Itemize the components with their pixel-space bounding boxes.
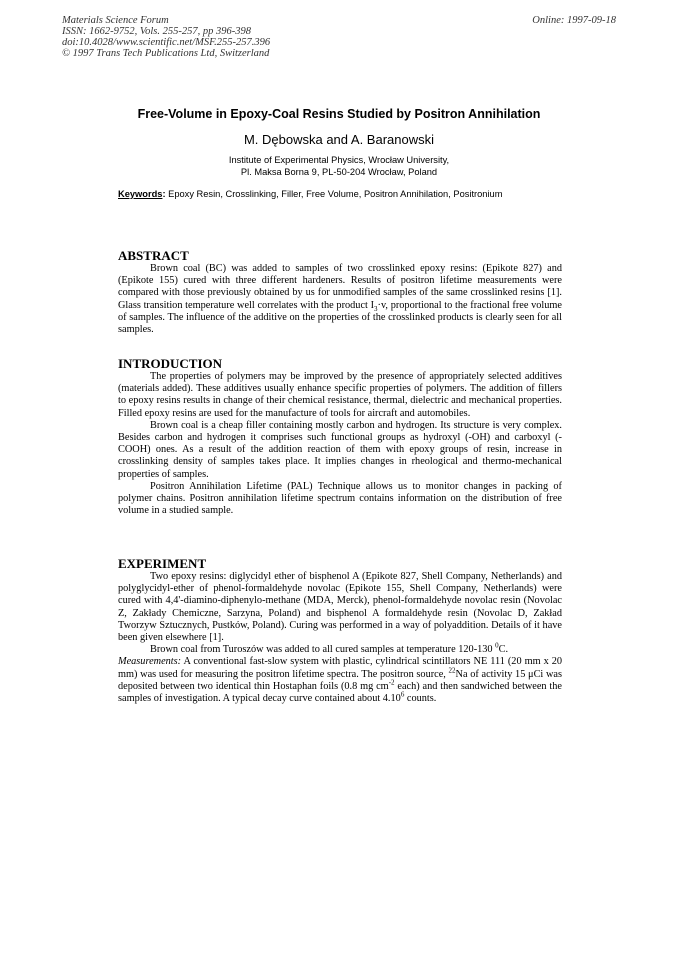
paper-authors: M. Dębowska and A. Baranowski	[243, 132, 435, 147]
experiment-text-3c: each) and then sandwiched between the samples of investigation. A typical decay curve contained about 4.10	[118, 680, 563, 705]
measurements-label: Measurements:	[118, 656, 182, 668]
abstract-text-1: Brown coal (BC) was added to samples of two crosslinked epoxy resins: (Epikote 827) and (Epikote 155) cured with three different hardeners. Results of positron lifetime measurements were compared with those previously obtained by us for unmodified samples of the same crosslinked resins [1]. Glass transition temperature well correlates with the product I	[118, 263, 562, 311]
keywords	[118, 189, 502, 199]
online-date: Online: 1997-09-18	[532, 15, 616, 26]
experiment-paragraph-3	[118, 656, 562, 705]
exponent-superscript: 6	[400, 690, 405, 699]
introduction-section	[118, 356, 562, 517]
abstract-section	[118, 248, 562, 336]
degree-superscript: 0	[495, 641, 499, 650]
issn-line: ISSN: 1662-9752, Vols. 255-257, pp 396-398	[62, 26, 251, 37]
abstract-heading: ABSTRACT	[118, 248, 189, 263]
journal-name: Materials Science Forum	[62, 15, 169, 26]
copyright-line: © 1997 Trans Tech Publications Ltd, Switzerland	[62, 48, 270, 59]
experiment-text-2a: Brown coal from Turoszów was added to all cured samples at temperature 120-130	[150, 644, 496, 656]
abstract-subscript: 3	[374, 304, 378, 313]
affiliation-line-2: Pl. Maksa Borna 9, PL-50-204 Wrocław, Poland	[240, 166, 438, 177]
introduction-paragraph-2: Brown coal is a cheap filler containing mostly carbon and hydrogen. Its structure is very complex. Besides carbon and hydrogen it comprises such functional groups as hydroxyl (-OH) and carboxyl (-COOH) ones. As a result of the addition reaction of them with epoxy groups of resin, increase in crosslinking density of samples takes place. It implies changes in rheological and thermo-mechanical properties of samples.	[118, 419, 562, 480]
experiment-paragraph-1: Two epoxy resins: diglycidyl ether of bisphenol A (Epikote 827, Shell Company, Netherlands) and polyglycidyl-ether of phenol-formaldehyde novolac (Epikote 155, Shell Company, Netherlands) were cured with 4,4'-diamino-diphenylo-methane (MDA, Merck), phenol-formaldehyde novolac resin (Novolac Z, Zakłady Chemiczne, Sarzyna, Poland) and bisphenol A formaldehyde resin (Novolac D, Zakład Tworzyw Sztucznych, Pustków, Poland). Curing was performed in a way of polyaddition. Details of it have been given elsewhere [1].	[118, 571, 562, 644]
keywords-text: Epoxy Resin, Crosslinking, Filler, Free Volume, Positron Annihilation, Positronium	[165, 189, 503, 199]
affiliation	[0, 155, 678, 178]
experiment-text-3a: A conventional fast-slow system with plastic, cylindrical scintillators NE 111 (20 mm x 20 mm) was used for measuring the positron lifetime spectra. The positron source,	[118, 656, 562, 680]
introduction-heading: INTRODUCTION	[118, 356, 223, 371]
experiment-text-3b: Na of activity 15 μCi was deposited between two identical thin Hostaphan foils (0.8 mg cm	[118, 668, 562, 692]
experiment-text-2b: C.	[498, 644, 509, 656]
introduction-paragraph-3: Positron Annihilation Lifetime (PAL) Technique allows us to monitor changes in packing of polymer chains. Positron annihilation lifetime spectrum contains information on the distribution of free volume in a studied sample.	[118, 480, 562, 517]
keywords-label: Keywords	[118, 189, 163, 199]
unit-superscript: -2	[388, 678, 395, 687]
abstract-paragraph	[118, 263, 562, 336]
keywords-colon: :	[162, 189, 166, 199]
experiment-text-3d: counts.	[404, 693, 437, 705]
paper-title: Free-Volume in Epoxy-Coal Resins Studied by Positron Annihilation	[137, 107, 541, 121]
experiment-section	[118, 556, 562, 705]
journal-header	[62, 15, 616, 59]
affiliation-line-1: Institute of Experimental Physics, Wrocław University,	[228, 155, 450, 165]
doi-line: doi:10.4028/www.scientific.net/MSF.255-257.396	[62, 37, 271, 48]
experiment-paragraph-2	[118, 641, 562, 656]
isotope-superscript: 22	[448, 666, 456, 675]
introduction-paragraph-1: The properties of polymers may be improved by the presence of appropriately selected additives (materials added). These additives usually enhance specific properties of polymers. The addition of fillers to epoxy resins results in change of their chemical resistance, thermal, dielectric and mechanical properties. Filled epoxy resins are used for the manufacture of tools for aircraft and automobiles.	[118, 371, 562, 419]
experiment-heading: EXPERIMENT	[118, 556, 207, 571]
abstract-text-2: ·v, proportional to the fractional free volume of samples. The influence of the additive on the properties of the crosslinked products is clearly seen for all samples.	[118, 299, 562, 336]
